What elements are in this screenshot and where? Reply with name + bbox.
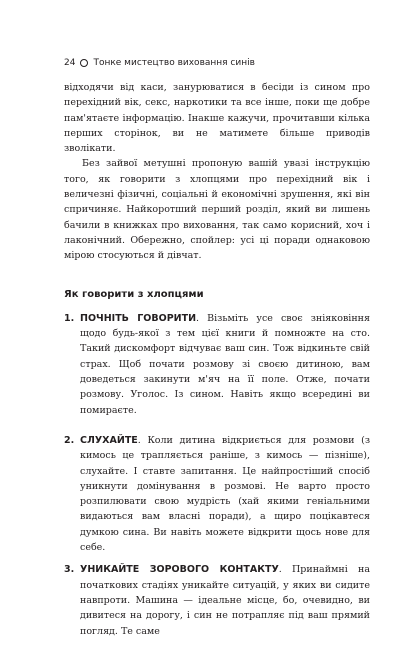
circle-ornament-icon bbox=[80, 59, 88, 67]
list-item bbox=[64, 433, 370, 555]
page-number: 24 bbox=[64, 58, 76, 68]
item-text: . Принаймні на початкових стадіях уникайте ситуацій, у яких ви сидите навпроти. Машина — ідеальне місце, бо, очевидно, ви дивитеся на дорогу, і син не потрапляє під ваш прямий погляд. Те саме bbox=[80, 564, 370, 637]
item-title: СЛУХАЙТЕ bbox=[80, 434, 138, 446]
section-heading: Як говорити з хлопцями bbox=[64, 288, 204, 300]
item-body bbox=[80, 311, 370, 418]
running-title: Тонке мистецтво виховання синів bbox=[93, 58, 255, 68]
list-item bbox=[64, 311, 370, 418]
item-body bbox=[80, 433, 370, 555]
item-number: 3. bbox=[64, 564, 75, 576]
item-text: . Візьміть усе своє зніяковіння щодо будь-якої з тем цієї книги й помножте на сто. Такий дискомфорт відчуває ваш син. Тож відкиньте свій страх. Щоб почати розмову зі своєю дитиною, вам доведеться закинути м'яч на її поле. Отже, почати розмову. Уголос. Із сином. Навіть якщо всередині ви помираєте. bbox=[80, 312, 370, 416]
item-number: 1. bbox=[64, 312, 75, 324]
paragraph-continued: відходячи від каси, занурюватися в бесіди із сином про перехідний вік, секс, наркотики та все інше, поки ще добре пам'ятаєте інформацію. Інакше кажучи, прочитавши кілька перших сторінок, ви не матимете більше приводів зволікати. bbox=[64, 82, 370, 155]
item-number: 2. bbox=[64, 434, 75, 446]
item-title: ПОЧНІТЬ ГОВОРИТИ bbox=[80, 312, 197, 324]
running-header bbox=[64, 58, 255, 68]
list-item bbox=[64, 562, 370, 638]
item-title: УНИКАЙТЕ ЗОРОВОГО КОНТАКТУ bbox=[80, 564, 279, 576]
page-body bbox=[64, 80, 370, 646]
item-body bbox=[80, 562, 370, 638]
item-text: . Коли дитина відкриється для розмови (з кимось це трапляється раніше, з кимось — пізніше), слухайте. І ставте запитання. Це найпростіший спосіб уникнути домінування в розмові. Не варто просто розпилювати свою мудрість (хай якими геніальними видаються вам власні поради), а щиро поцікавтеся думкою сина. Ви навіть можете відкрити щось нове для себе. bbox=[80, 434, 370, 554]
paragraph-intro: Без зайвої метушні пропоную вашій увазі інструкцію того, як говорити з хлопцями про перехідний вік і величезні фізичні, соціальні й економічні зрушення, які він спричиняє. Найкоротший перший розділ, який ви лишень бачили в книжках про виховання, так само корисний, хоч і лаконічний. Обережно, спойлер: усі ці поради однаковою мірою стосуються й дівчат. bbox=[64, 158, 370, 262]
